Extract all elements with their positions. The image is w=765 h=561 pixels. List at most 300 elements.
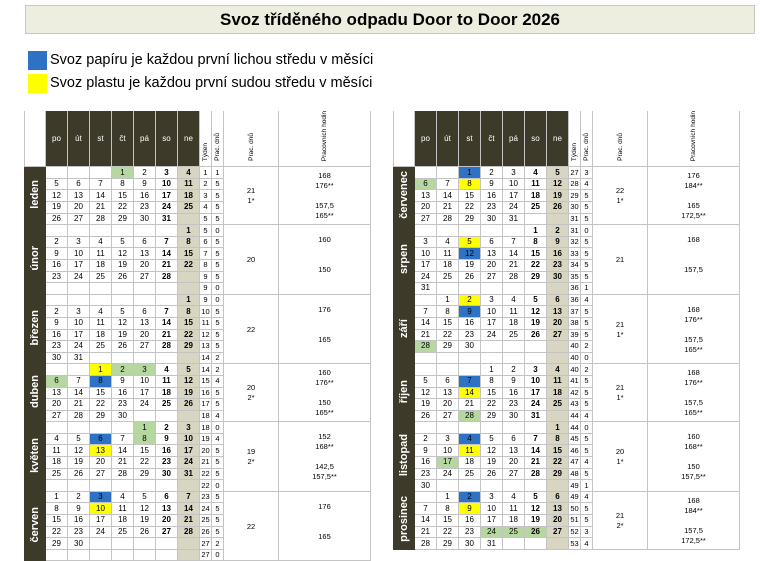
week-work-days: 5 [581, 387, 593, 399]
day-cell [415, 167, 437, 179]
week-number: 33 [570, 248, 579, 258]
day-cell: 14 [112, 445, 134, 457]
month-work-hours [648, 422, 740, 492]
day-cell [112, 538, 134, 550]
day-cell [156, 480, 178, 492]
work-days-value: 1* [616, 329, 624, 339]
month-label [394, 167, 415, 225]
day-cell [68, 549, 90, 561]
work-days-value: 21 [615, 254, 625, 264]
week-row [25, 167, 371, 179]
calendar-right [393, 111, 740, 550]
day-cell: 1 [178, 294, 200, 306]
column-header [648, 111, 740, 167]
week-work-days: 0 [212, 225, 224, 237]
week-work-days: 5 [581, 202, 593, 214]
day-cell [112, 352, 134, 364]
day-cell: 25 [112, 526, 134, 538]
day-cell [437, 480, 459, 492]
day-cell [547, 538, 569, 550]
day-cell: 12 [46, 190, 68, 202]
day-cell: 28 [459, 410, 481, 422]
day-cell: 16 [459, 317, 481, 329]
day-cell: 5 [134, 491, 156, 503]
day-cell: 29 [437, 538, 459, 550]
day-cell: 8 [178, 236, 200, 248]
week-row [25, 294, 371, 306]
day-cell: 9 [134, 178, 156, 190]
day-cell: 1 [437, 491, 459, 503]
day-cell: 13 [156, 503, 178, 515]
day-cell: 20 [134, 259, 156, 271]
day-cell: 9 [459, 503, 481, 515]
day-cell: 8 [178, 306, 200, 318]
day-cell: 21 [415, 526, 437, 538]
week-number: 19 [201, 434, 210, 444]
day-cell: 22 [112, 202, 134, 214]
day-cell: 4 [525, 167, 547, 179]
work-hours-value: 165 [318, 334, 331, 344]
work-days-value: 2* [247, 457, 255, 467]
day-cell: 12 [525, 306, 547, 318]
day-cell [525, 422, 547, 434]
day-cell: 17 [503, 190, 525, 202]
work-hours-value [279, 345, 370, 354]
day-cell [459, 480, 481, 492]
week-number: 34 [570, 260, 579, 270]
day-cell: 25 [459, 468, 481, 480]
day-cell: 17 [68, 329, 90, 341]
week-number: 11 [200, 317, 212, 329]
day-cell: 3 [503, 167, 525, 179]
day-cell: 19 [46, 202, 68, 214]
day-cell: 9 [46, 248, 68, 260]
work-days-value: 21 [615, 319, 625, 329]
week-work-days: 5 [212, 271, 224, 283]
week-number: 44 [570, 411, 579, 420]
day-cell: 16 [112, 387, 134, 399]
work-hours-value: 165** [684, 408, 703, 418]
week-row [25, 364, 371, 376]
day-cell: 28 [415, 538, 437, 550]
day-cell: 6 [68, 178, 90, 190]
week-number: 51 [570, 515, 579, 525]
day-cell: 20 [415, 202, 437, 214]
day-cell: 20 [437, 399, 459, 411]
day-cell: 20 [68, 202, 90, 214]
day-cell: 19 [112, 259, 134, 271]
day-cell: 2 [459, 491, 481, 503]
column-header [279, 111, 371, 167]
work-hours-value [648, 452, 739, 461]
day-cell: 23 [481, 202, 503, 214]
day-cell: 29 [481, 410, 503, 422]
day-cell: 2 [46, 306, 68, 318]
work-hours-value: 168** [684, 442, 703, 452]
day-cell: 26 [112, 271, 134, 283]
weekday-header: pá [134, 111, 156, 167]
day-cell [503, 538, 525, 550]
day-cell [90, 283, 112, 295]
day-cell: 15 [134, 445, 156, 457]
week-number: 29 [570, 190, 579, 200]
work-days-value: 2* [616, 520, 624, 530]
day-cell: 5 [415, 375, 437, 387]
day-cell [415, 225, 437, 237]
month-work-days [593, 294, 648, 364]
week-work-days: 4 [581, 294, 593, 306]
day-cell: 18 [156, 387, 178, 399]
day-cell: 2 [547, 225, 569, 237]
day-cell: 29 [134, 468, 156, 480]
month-work-days [593, 422, 648, 492]
day-cell: 7 [415, 306, 437, 318]
day-cell: 22 [481, 399, 503, 411]
day-cell: 14 [525, 445, 547, 457]
day-cell: 7 [68, 375, 90, 387]
day-cell: 7 [459, 375, 481, 387]
weekday-header: ne [547, 111, 569, 167]
day-cell: 23 [46, 341, 68, 353]
week-number: 21 [201, 457, 210, 467]
month-label [25, 294, 46, 364]
week-number: 47 [570, 457, 579, 467]
day-cell: 16 [503, 387, 525, 399]
day-cell: 4 [503, 294, 525, 306]
month-label [394, 225, 415, 295]
day-cell: 26 [481, 468, 503, 480]
day-cell [134, 294, 156, 306]
week-number: 18 [201, 422, 210, 432]
work-hours-value: 184** [684, 505, 703, 515]
week-number: 36 [570, 295, 579, 305]
week-work-days: 3 [581, 167, 593, 179]
week-work-days: 3 [581, 526, 593, 538]
day-cell [90, 225, 112, 237]
day-cell: 21 [90, 202, 112, 214]
column-header-label: Týden [202, 143, 209, 162]
day-cell [415, 352, 437, 364]
day-cell [503, 352, 525, 364]
day-cell: 31 [503, 213, 525, 225]
week-work-days: 4 [581, 457, 593, 469]
day-cell: 8 [437, 503, 459, 515]
week-work-days: 5 [212, 236, 224, 248]
day-cell: 16 [46, 259, 68, 271]
week-work-days: 0 [212, 480, 224, 492]
day-cell: 28 [68, 410, 90, 422]
day-cell [459, 225, 481, 237]
weekday-header: pá [503, 111, 525, 167]
week-work-days: 2 [212, 364, 224, 376]
day-cell: 28 [156, 271, 178, 283]
month-label [394, 491, 415, 549]
column-header-label: Pracovních hodin [690, 111, 697, 162]
day-cell: 2 [112, 364, 134, 376]
week-number: 42 [570, 387, 579, 397]
month-work-days [224, 491, 279, 561]
work-days-value: 22 [246, 521, 256, 531]
day-cell: 30 [156, 468, 178, 480]
day-cell: 9 [112, 375, 134, 387]
day-cell: 10 [134, 375, 156, 387]
day-cell: 11 [90, 248, 112, 260]
day-cell: 8 [547, 433, 569, 445]
work-days-value: 20 [246, 254, 256, 264]
day-cell: 3 [68, 236, 90, 248]
day-cell: 7 [178, 491, 200, 503]
day-cell: 17 [481, 317, 503, 329]
day-cell [503, 480, 525, 492]
day-cell [68, 480, 90, 492]
day-cell: 12 [415, 387, 437, 399]
day-cell: 28 [90, 213, 112, 225]
day-cell: 30 [134, 213, 156, 225]
week-number: 32 [570, 237, 579, 247]
work-hours-value: 157,5 [315, 201, 334, 211]
day-cell [481, 225, 503, 237]
day-cell: 12 [525, 503, 547, 515]
work-hours-value: 172,5** [681, 535, 706, 545]
day-cell: 14 [178, 503, 200, 515]
day-cell [415, 422, 437, 434]
day-cell: 27 [134, 271, 156, 283]
day-cell: 11 [547, 375, 569, 387]
day-cell [156, 352, 178, 364]
day-cell: 3 [178, 422, 200, 434]
day-cell [415, 491, 437, 503]
day-cell: 10 [68, 317, 90, 329]
day-cell: 8 [525, 236, 547, 248]
day-cell [68, 283, 90, 295]
day-cell: 8 [437, 306, 459, 318]
day-cell: 1 [134, 422, 156, 434]
work-hours-value: 160 [318, 234, 331, 244]
work-hours-value [279, 245, 370, 254]
day-cell: 3 [437, 433, 459, 445]
work-hours-value: 176** [315, 378, 334, 388]
work-hours-value: 165 [687, 201, 700, 211]
day-cell: 20 [46, 399, 68, 411]
day-cell: 24 [134, 399, 156, 411]
day-cell: 12 [459, 248, 481, 260]
day-cell: 24 [90, 526, 112, 538]
week-number: 5 [200, 213, 212, 225]
work-hours-value: 150 [318, 264, 331, 274]
week-work-days: 2 [212, 538, 224, 550]
work-days-value: 1* [616, 393, 624, 403]
week-work-days: 0 [212, 294, 224, 306]
work-hours-value: 168 [687, 234, 700, 244]
day-cell: 30 [459, 538, 481, 550]
day-cell: 21 [112, 457, 134, 469]
day-cell: 28 [503, 271, 525, 283]
day-cell: 13 [547, 306, 569, 318]
week-work-days: 5 [581, 329, 593, 341]
day-cell: 24 [481, 526, 503, 538]
day-cell [481, 352, 503, 364]
week-number: 18 [201, 411, 210, 420]
month-work-days [593, 167, 648, 225]
legend-plastic [28, 73, 372, 93]
day-cell [547, 352, 569, 364]
work-days-value: 1* [616, 196, 624, 206]
work-hours-value [279, 522, 370, 531]
day-cell: 14 [503, 248, 525, 260]
day-cell: 10 [481, 503, 503, 515]
week-number: 24 [201, 503, 210, 513]
day-cell: 9 [547, 236, 569, 248]
week-work-days: 4 [581, 491, 593, 503]
day-cell [156, 225, 178, 237]
day-cell: 31 [481, 538, 503, 550]
work-hours-value: 168 [687, 304, 700, 314]
day-cell: 3 [156, 167, 178, 179]
column-header-label: Pracovních hodin [321, 111, 328, 162]
day-cell: 2 [481, 167, 503, 179]
month-work-days [593, 364, 648, 422]
day-cell: 3 [481, 491, 503, 503]
weekday-header: út [437, 111, 459, 167]
day-cell: 1 [112, 167, 134, 179]
day-cell: 17 [90, 515, 112, 527]
month-work-hours [279, 225, 371, 295]
day-cell: 9 [503, 375, 525, 387]
week-work-days: 4 [212, 410, 224, 422]
day-cell: 26 [112, 341, 134, 353]
week-row [394, 491, 740, 503]
week-number: 45 [570, 434, 579, 444]
day-cell: 3 [68, 306, 90, 318]
day-cell: 29 [459, 213, 481, 225]
day-cell: 24 [437, 468, 459, 480]
day-cell: 5 [525, 294, 547, 306]
column-header-label: Prac. dnů [583, 133, 590, 162]
day-cell: 24 [503, 202, 525, 214]
day-cell: 8 [481, 375, 503, 387]
week-work-days: 0 [581, 225, 593, 237]
week-number: 20 [201, 445, 210, 455]
day-cell: 4 [547, 364, 569, 376]
week-work-days: 5 [212, 213, 224, 225]
month-work-hours [648, 491, 740, 549]
day-cell: 28 [437, 213, 459, 225]
day-cell: 29 [90, 410, 112, 422]
day-cell: 26 [525, 329, 547, 341]
day-cell: 17 [415, 259, 437, 271]
work-days-value: 20 [246, 383, 256, 393]
week-work-days: 5 [212, 457, 224, 469]
day-cell: 4 [90, 306, 112, 318]
month-work-hours [648, 167, 740, 225]
day-cell: 6 [134, 306, 156, 318]
day-cell: 15 [178, 317, 200, 329]
day-cell: 23 [46, 271, 68, 283]
week-number: 14 [201, 353, 210, 363]
week-work-days: 5 [581, 317, 593, 329]
day-cell: 19 [481, 457, 503, 469]
week-work-days: 4 [212, 433, 224, 445]
work-hours-value [279, 315, 370, 324]
day-cell [503, 283, 525, 295]
day-cell: 7 [156, 236, 178, 248]
work-days-value: 2* [247, 393, 255, 403]
week-number: 48 [570, 468, 579, 478]
day-cell: 14 [415, 515, 437, 527]
day-cell: 24 [525, 399, 547, 411]
day-cell: 30 [459, 341, 481, 353]
week-number: 6 [200, 236, 212, 248]
day-cell [437, 364, 459, 376]
week-number: 14 [201, 364, 210, 374]
column-header [581, 111, 593, 167]
week-work-days: 5 [212, 387, 224, 399]
day-cell: 12 [112, 317, 134, 329]
week-number: 49 [570, 492, 579, 502]
day-cell: 2 [68, 491, 90, 503]
work-hours-value [279, 275, 370, 284]
legend-paper-text: Svoz papíru je každou první lichou středu v měsíci [50, 52, 374, 68]
day-cell: 21 [415, 329, 437, 341]
day-cell: 17 [156, 190, 178, 202]
day-cell [178, 480, 200, 492]
day-cell: 20 [547, 515, 569, 527]
month-name: leden [29, 180, 41, 210]
day-cell [178, 549, 200, 561]
legend-paper-swatch [28, 51, 47, 70]
day-cell: 27 [90, 468, 112, 480]
week-number: 27 [201, 538, 210, 548]
day-cell: 28 [156, 341, 178, 353]
day-cell: 10 [503, 178, 525, 190]
week-work-days: 5 [581, 399, 593, 411]
weekday-header: st [459, 111, 481, 167]
week-number: 35 [570, 271, 579, 281]
work-days-value: 22 [615, 186, 625, 196]
week-number: 2 [200, 178, 212, 190]
weekday-header: so [525, 111, 547, 167]
day-cell [547, 213, 569, 225]
day-cell: 25 [437, 271, 459, 283]
day-cell: 19 [178, 387, 200, 399]
week-number: 30 [570, 202, 579, 212]
day-cell: 27 [547, 329, 569, 341]
week-work-days: 5 [212, 306, 224, 318]
day-cell [437, 283, 459, 295]
day-cell: 1 [547, 422, 569, 434]
day-cell [134, 410, 156, 422]
work-hours-value: 157,5 [684, 525, 703, 535]
day-cell: 13 [46, 387, 68, 399]
day-cell: 4 [459, 433, 481, 445]
week-work-days: 2 [581, 364, 593, 376]
day-cell: 22 [90, 399, 112, 411]
day-cell: 27 [437, 410, 459, 422]
day-cell: 30 [46, 352, 68, 364]
week-number: 44 [570, 422, 579, 432]
day-cell: 18 [90, 259, 112, 271]
work-days-value: 21 [615, 510, 625, 520]
day-cell: 10 [481, 306, 503, 318]
work-hours-value [648, 516, 739, 525]
day-cell: 28 [525, 468, 547, 480]
day-cell: 15 [90, 387, 112, 399]
day-cell [525, 352, 547, 364]
day-cell: 26 [547, 202, 569, 214]
day-cell: 10 [415, 248, 437, 260]
column-header-label: Prac. dnů [616, 133, 624, 162]
day-cell: 12 [547, 178, 569, 190]
